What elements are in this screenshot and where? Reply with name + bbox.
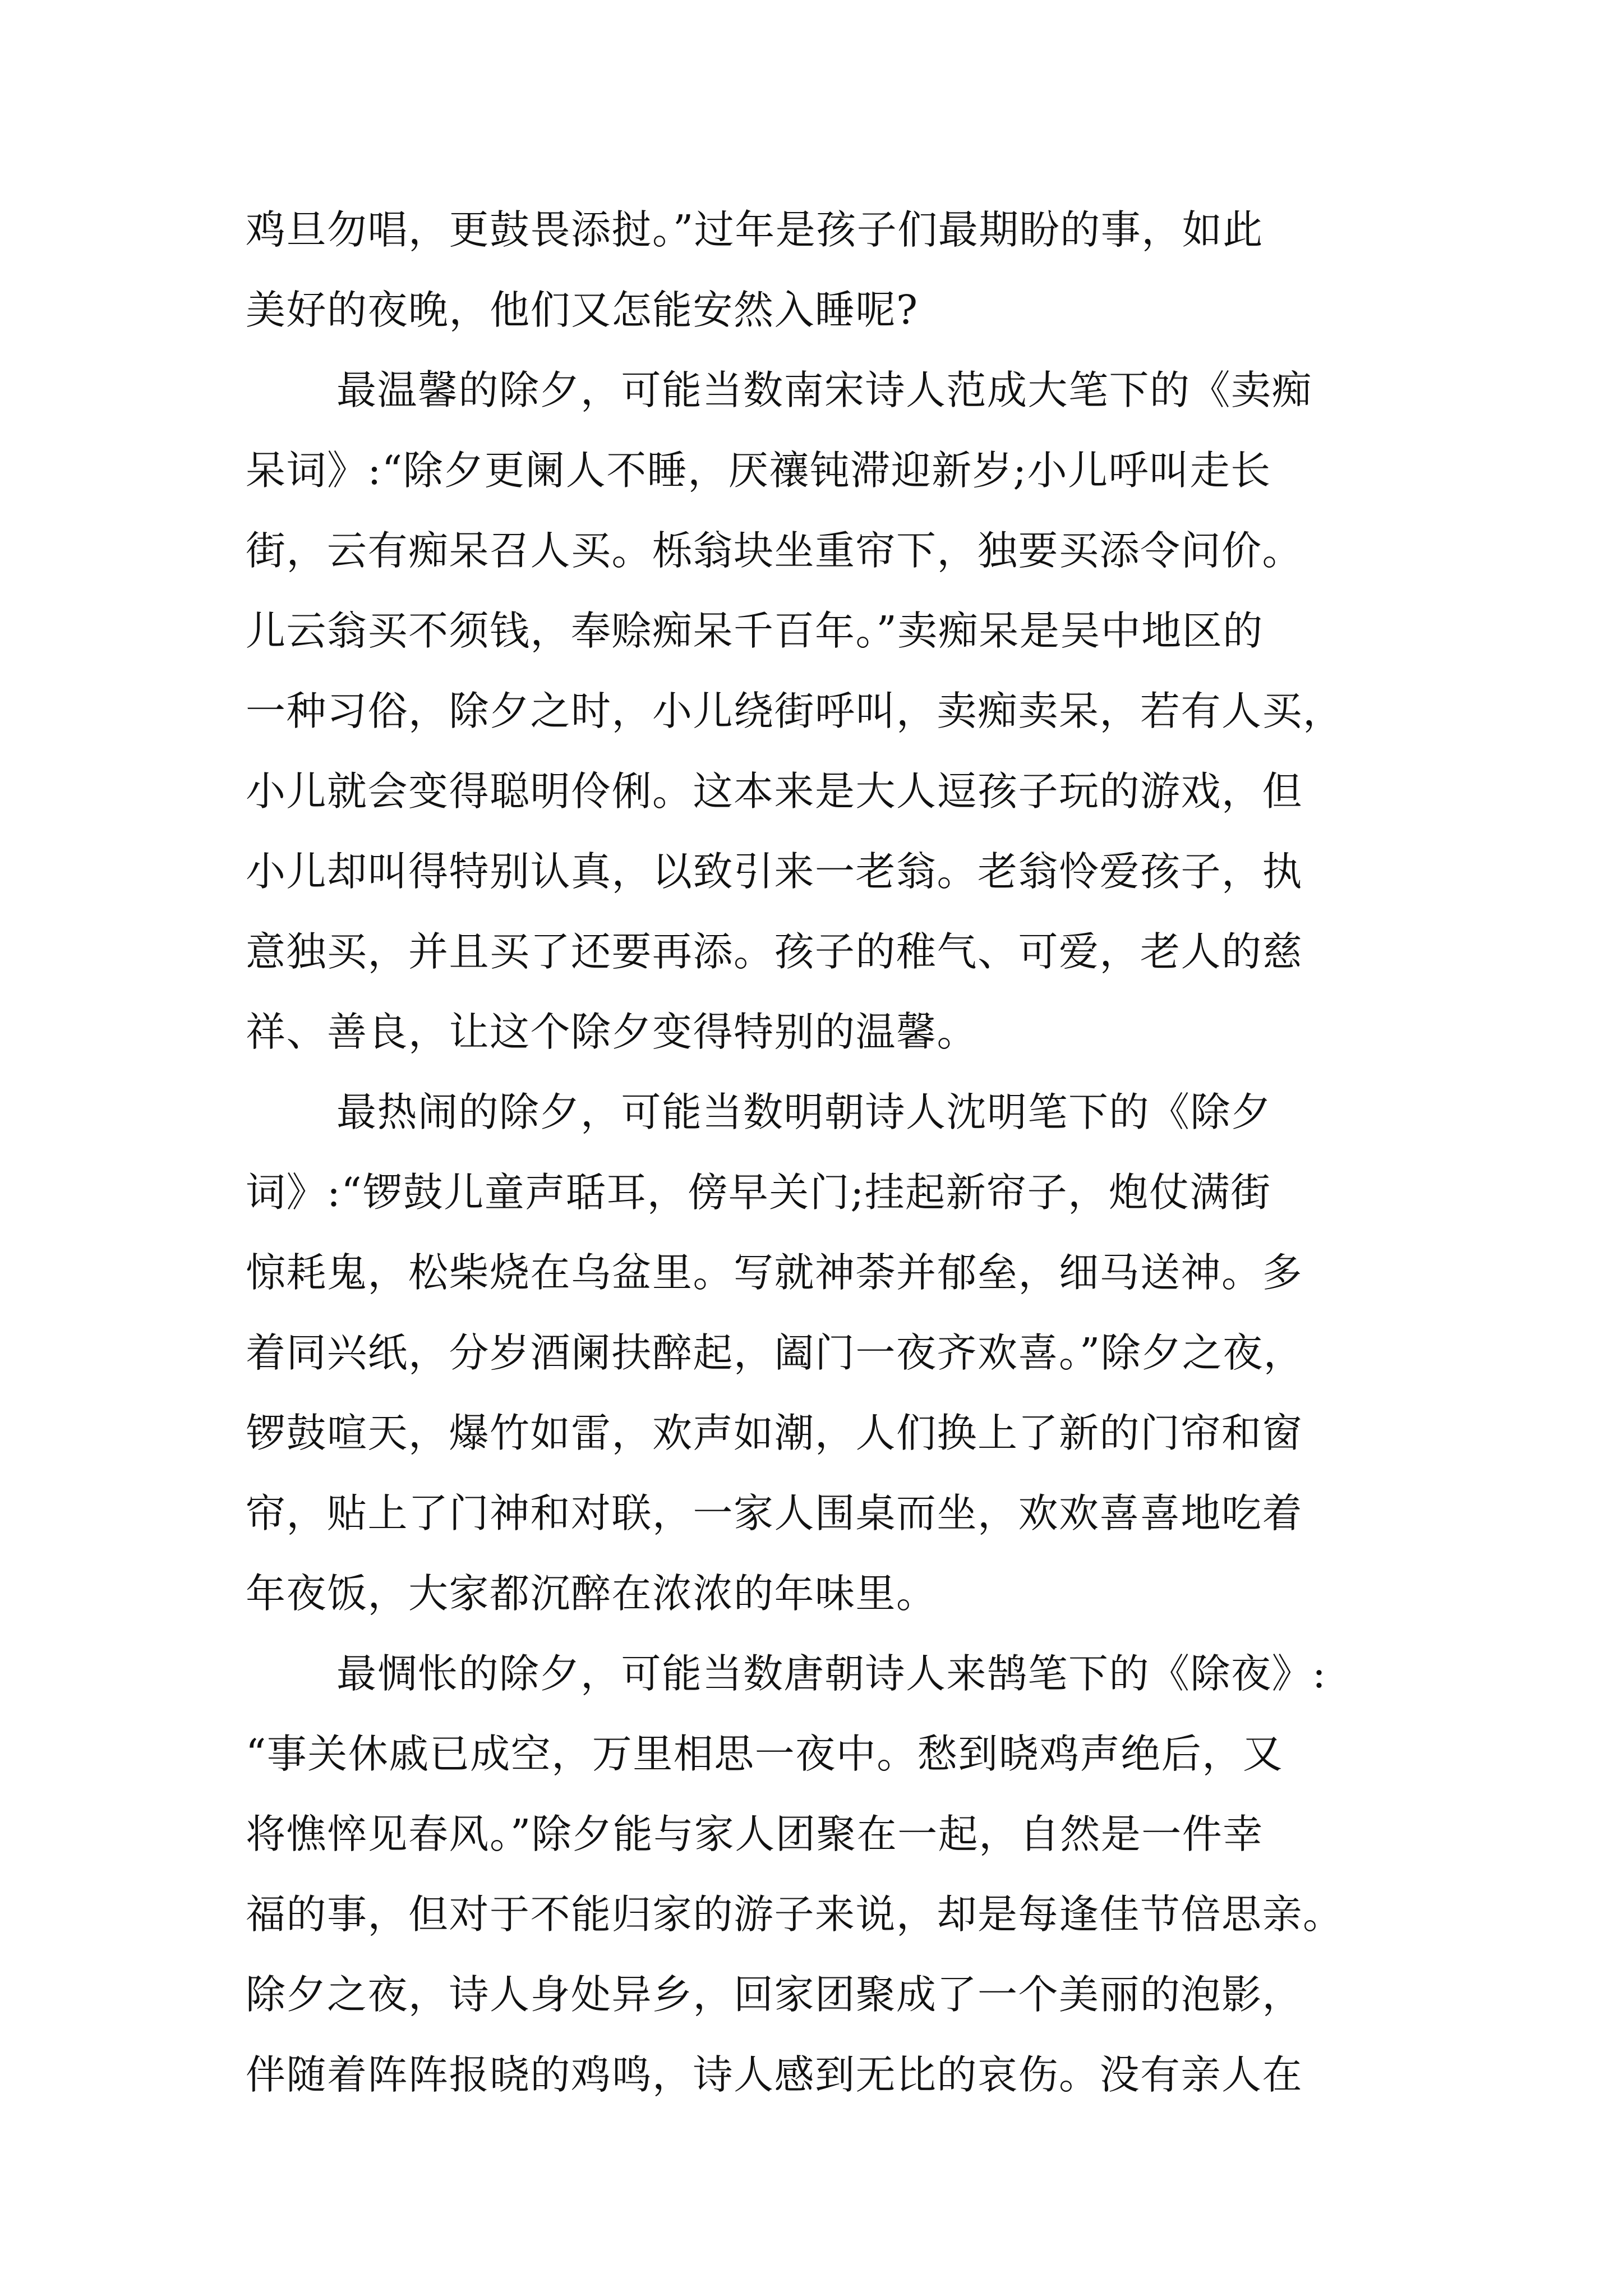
text-line: 年夜饭，大家都沉醉在浓浓的年味里。: [246, 1570, 937, 1617]
text-line: 儿云翁买不须钱，奉赊痴呆千百年。”卖痴呆是吴中地区的: [246, 608, 1264, 654]
text-line: “事关休戚已成空，万里相思一夜中。愁到晓鸡声绝后，又: [246, 1731, 1284, 1777]
text-line: 福的事，但对于不能归家的游子来说，却是每逢佳节倍思亲。: [246, 1891, 1344, 1938]
text-line: 小儿就会变得聪明伶俐。这本来是大人逗孩子玩的游戏，但: [246, 768, 1303, 815]
text-line: 伴随着阵阵报晓的鸡鸣，诗人感到无比的哀伤。没有亲人在: [246, 2051, 1303, 2098]
text-line: 鸡旦勿唱，更鼓畏添挝。”过年是孩子们最期盼的事，如此: [246, 206, 1264, 253]
text-line: 词》:“锣鼓儿童声聒耳，傍早关门;挂起新帘子，炮仗满街: [246, 1169, 1271, 1216]
text-line: 美好的夜晚，他们又怎能安然入睡呢?: [246, 287, 919, 333]
text-line: 一种习俗，除夕之时，小儿绕街呼叫，卖痴卖呆，若有人买，: [246, 688, 1344, 734]
text-line: 意独买，并且买了还要再添。孩子的稚气、可爱，老人的慈: [246, 928, 1303, 975]
text-line: 将憔悴见春风。”除夕能与家人团聚在一起，自然是一件幸: [246, 1811, 1264, 1857]
text-line: 除夕之夜，诗人身处异乡，回家团聚成了一个美丽的泡影，: [246, 1971, 1303, 2018]
text-line: 小儿却叫得特别认真，以致引来一老翁。老翁怜爱孩子，执: [246, 848, 1303, 895]
text-line: 锣鼓喧天，爆竹如雷，欢声如潮，人们换上了新的门帘和窗: [246, 1410, 1303, 1456]
text-line: 祥、善良，让这个除夕变得特别的温馨。: [246, 1009, 978, 1055]
text-line: 惊耗鬼，松柴烧在乌盆里。写就神荼并郁垒，细马送神。多: [246, 1249, 1303, 1296]
paragraph-start-line: 最温馨的除夕，可能当数南宋诗人范成大笔下的《卖痴: [336, 367, 1313, 413]
text-line: 呆词》:“除夕更阑人不睡，厌禳钝滞迎新岁;小儿呼叫走长: [246, 447, 1271, 494]
text-line: 街，云有痴呆召人买。栎翁块坐重帘下，独要买添令问价。: [246, 527, 1303, 574]
paragraph-start-line: 最热闹的除夕，可能当数明朝诗人沈明笔下的《除夕: [336, 1089, 1272, 1135]
paragraph-start-line: 最惆怅的除夕，可能当数唐朝诗人来鹄笔下的《除夜》:: [336, 1650, 1327, 1697]
text-line: 帘，贴上了门神和对联，一家人围桌而坐，欢欢喜喜地吃着: [246, 1490, 1303, 1536]
text-line: 着同兴纸，分岁酒阑扶醉起，阖门一夜齐欢喜。”除夕之夜，: [246, 1329, 1304, 1376]
